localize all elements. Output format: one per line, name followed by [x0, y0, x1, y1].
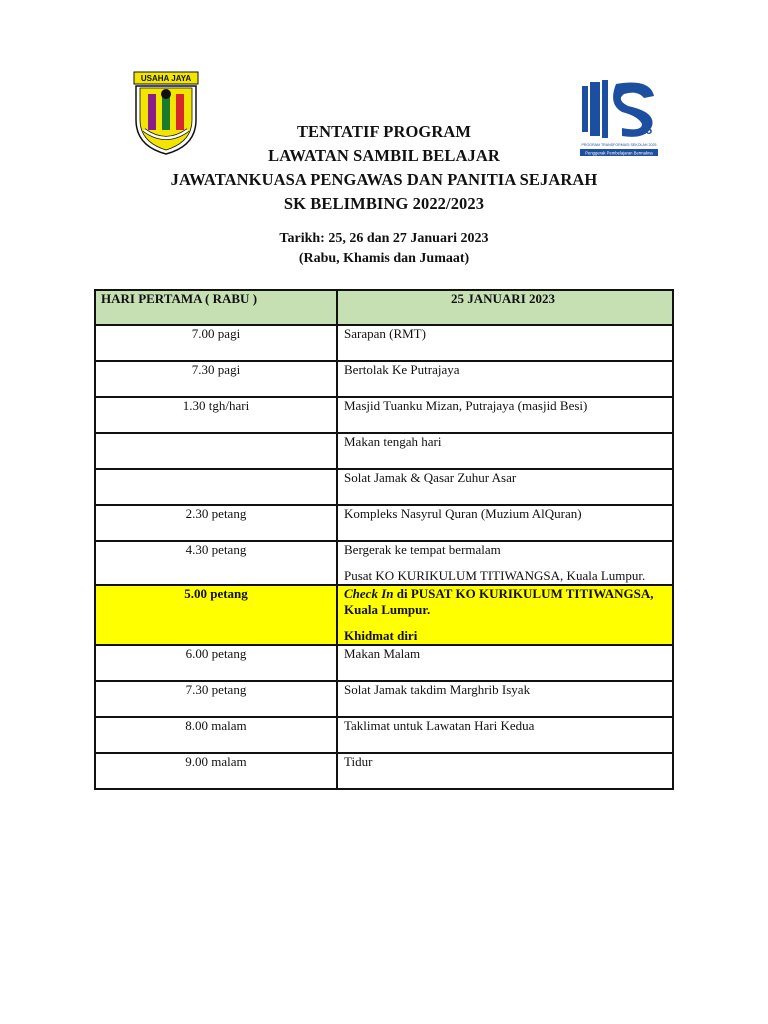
table-row — [95, 361, 673, 397]
svg-text:25: 25 — [639, 125, 653, 137]
activity-text — [344, 586, 668, 618]
table-row — [95, 645, 673, 681]
ts25-caption-program: PROGRAM TRANSFORMASI SEKOLAH 2025 — [581, 143, 657, 147]
check-in-emphasis: Check In — [344, 586, 394, 601]
schedule-table — [94, 289, 674, 790]
time-cell — [95, 469, 337, 505]
time-cell: 5.00 petang — [95, 585, 337, 645]
time-cell — [95, 433, 337, 469]
crest-motto-text: USAHA JAYA — [140, 74, 192, 83]
activity-cell: Tidur — [337, 753, 673, 789]
activity-cell — [337, 585, 673, 645]
header-subtitle-3: SK BELIMBING 2022/2023 — [283, 194, 485, 213]
time-cell: 7.30 petang — [95, 681, 337, 717]
ts25-caption-tagline: Penggerak Pembelajaran Bermakna — [585, 150, 653, 156]
document-header — [0, 120, 768, 216]
activity-text-secondary: Khidmat diri — [344, 628, 418, 643]
time-cell: 7.00 pagi — [95, 325, 337, 361]
activity-text-secondary: Pusat KO KURIKULUM TITIWANGSA, Kuala Lumpur. — [344, 568, 646, 583]
time-cell: 2.30 petang — [95, 505, 337, 541]
table-row — [95, 397, 673, 433]
table-row — [95, 681, 673, 717]
activity-cell: Makan tengah hari — [337, 433, 673, 469]
dates-line-1: Tarikh: 25, 26 dan 27 Januari 2023 — [279, 231, 489, 246]
time-cell: 1.30 tgh/hari — [95, 397, 337, 433]
activity-cell: Taklimat untuk Lawatan Hari Kedua — [337, 717, 673, 753]
time-cell: 7.30 pagi — [95, 361, 337, 397]
table-row — [95, 541, 673, 585]
schedule-header-row — [95, 290, 673, 325]
time-cell: 4.30 petang — [95, 541, 337, 585]
activity-cell: Masjid Tuanku Mizan, Putrajaya (masjid Besi) — [337, 397, 673, 433]
header-subtitle-1: LAWATAN SAMBIL BELAJAR — [268, 146, 500, 165]
activity-text-rest: di PUSAT KO KURIKULUM TITIWANGSA, Kuala Lumpur. — [344, 586, 654, 617]
activity-cell: Bertolak Ke Putrajaya — [337, 361, 673, 397]
header-title: TENTATIF PROGRAM — [296, 122, 472, 141]
time-cell: 9.00 malam — [95, 753, 337, 789]
activity-cell: Kompleks Nasyrul Quran (Muzium AlQuran) — [337, 505, 673, 541]
activity-cell: Sarapan (RMT) — [337, 325, 673, 361]
table-row — [95, 325, 673, 361]
table-row — [95, 433, 673, 469]
table-row — [95, 505, 673, 541]
dates-line-2: (Rabu, Khamis dan Jumaat) — [298, 251, 470, 266]
program-dates — [0, 229, 768, 269]
activity-cell: Makan Malam — [337, 645, 673, 681]
activity-cell: Solat Jamak & Qasar Zuhur Asar — [337, 469, 673, 505]
activity-cell: Solat Jamak takdim Marghrib Isyak — [337, 681, 673, 717]
table-row — [95, 717, 673, 753]
table-row — [95, 469, 673, 505]
table-row — [95, 753, 673, 789]
table-row-highlighted — [95, 585, 673, 645]
header-date: 25 JANUARI 2023 — [337, 290, 673, 325]
time-cell: 8.00 malam — [95, 717, 337, 753]
header-subtitle-2: JAWATANKUASA PENGAWAS DAN PANITIA SEJARAH — [170, 170, 598, 189]
activity-cell — [337, 541, 673, 585]
time-cell: 6.00 petang — [95, 645, 337, 681]
header-day: HARI PERTAMA ( RABU ) — [95, 290, 337, 325]
activity-text: Bergerak ke tempat bermalam — [344, 542, 501, 557]
